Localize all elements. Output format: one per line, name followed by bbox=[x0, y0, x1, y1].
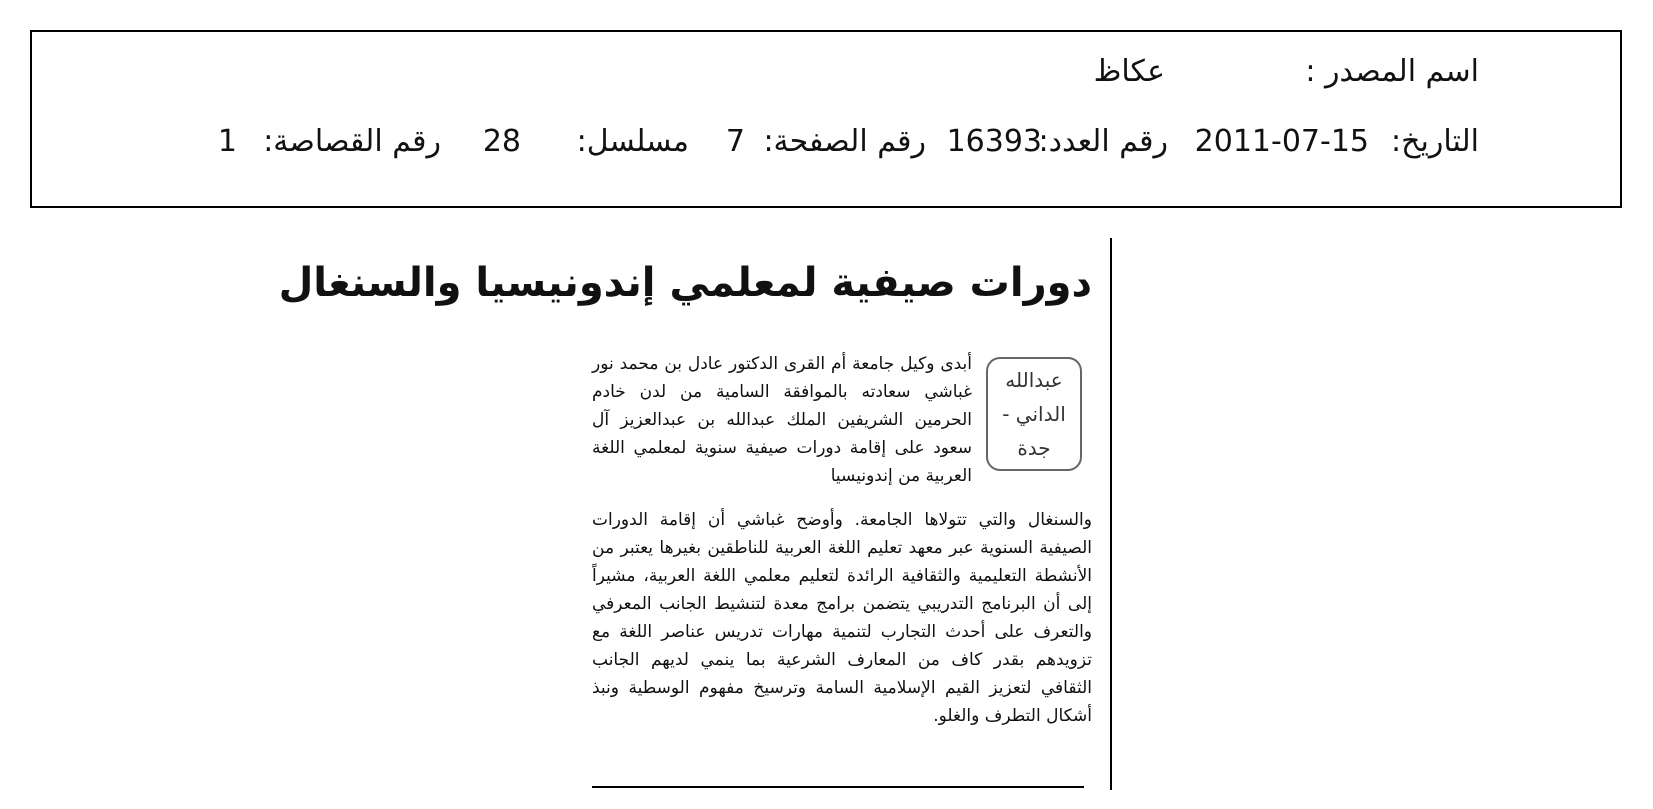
issue-value: 16393 bbox=[946, 124, 1042, 159]
page-label: رقم الصفحة: bbox=[763, 124, 926, 159]
byline-box bbox=[986, 357, 1082, 471]
article-body-continued: والسنغال والتي تتولاها الجامعة. وأوضح غباشي أن إقامة الدورات الصيفية السنوية عبر معهد تعليم اللغة العربية للناطقين بغيرها يعتبر من الأنشطة التعليمية والثقافية الرائدة لتعليم معلمي اللغة العربية، مشيراً إلى أن البرنامج التدريبي يتضمن برامج معدة لتنشيط الجانب المعرفي والتعرف على أحدث التجارب لتنمية مهارات تدريس عناصر اللغة مع تزويدهم بقدر كاف من المعارف الشرعية بما ينمي لديهم الجانب الثقافي لتعزيز القيم الإسلامية السامة وترسيخ مفهوم الوسطية ونبذ أشكال التطرف والغلو. bbox=[592, 510, 1092, 726]
column-divider bbox=[1110, 238, 1112, 790]
date-label: التاريخ: bbox=[1391, 124, 1479, 159]
page-value: 7 bbox=[725, 124, 745, 159]
serial-value: 28 bbox=[482, 124, 521, 159]
clip-label: رقم القصاصة: bbox=[263, 124, 441, 159]
article-end-rule bbox=[592, 786, 1084, 788]
date-value: 2011-07-15 bbox=[1194, 124, 1369, 159]
byline-author-last: الداني - bbox=[1002, 402, 1066, 426]
byline-author-first: عبدالله bbox=[1005, 368, 1063, 392]
serial-label: مسلسل: bbox=[576, 124, 689, 159]
article-headline: دورات صيفية لمعلمي إندونيسيا والسنغال bbox=[278, 260, 1092, 306]
clip-value: 1 bbox=[217, 124, 237, 159]
source-label: اسم المصدر : bbox=[1305, 54, 1479, 89]
article-body-intro: أبدى وكيل جامعة أم القرى الدكتور عادل بن محمد نور غباشي سعادته بالموافقة السامية من لدن خادم الحرمين الشريفين الملك عبدالله بن عبدالعزيز آل سعود على إقامة دورات صيفية سنوية لمعلمي اللغة العربية من إندونيسيا bbox=[592, 354, 972, 486]
byline-city: جدة bbox=[1017, 436, 1051, 460]
issue-label: رقم العدد: bbox=[1038, 124, 1168, 159]
source-value: عكاظ bbox=[1093, 54, 1165, 89]
